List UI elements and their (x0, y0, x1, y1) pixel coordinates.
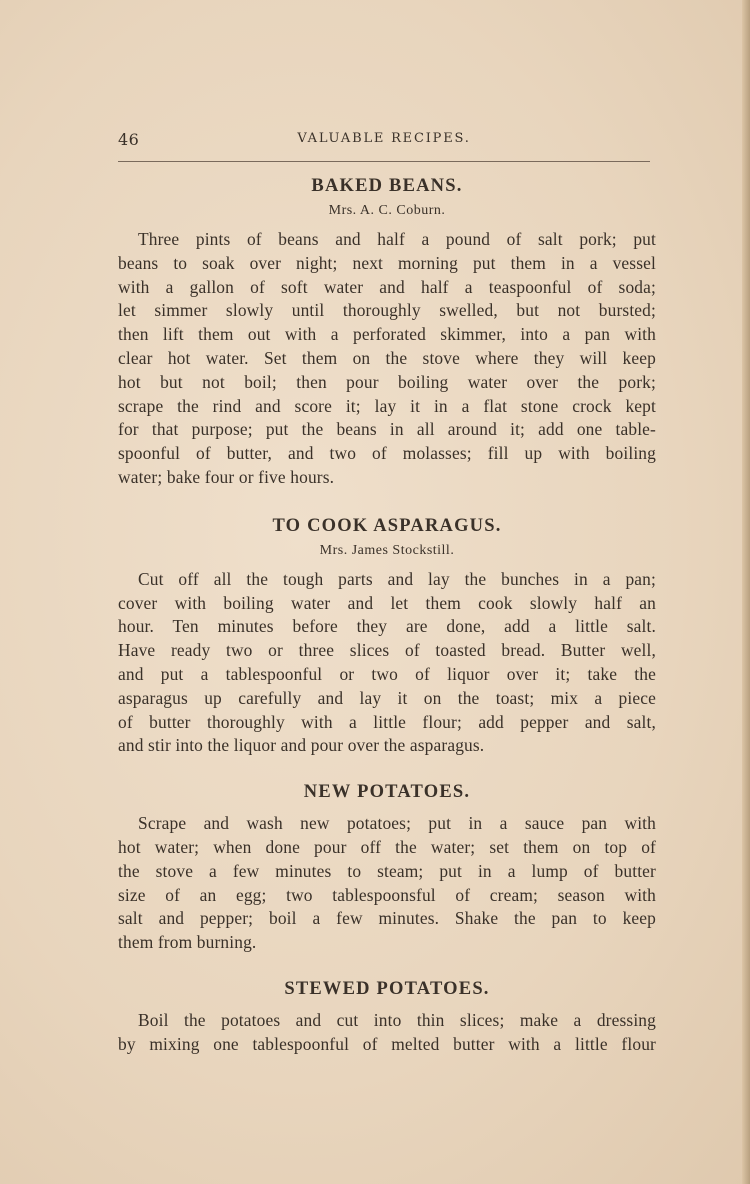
text-line: for that purpose; put the beans in all around it; add one table- (118, 419, 656, 440)
recipe-title: TO COOK ASPARAGUS. (272, 515, 502, 536)
header-rule (118, 161, 650, 162)
text-line: the stove a few minutes to steam; put in a lump of butter (118, 860, 656, 881)
recipe-body (118, 1009, 656, 1057)
page-header (118, 126, 650, 152)
text-line: hot water; when done pour off the water; set them on top of (118, 836, 656, 857)
recipe-title: STEWED POTATOES. (284, 978, 490, 999)
text-line: and stir into the liquor and pour over the asparagus. (118, 735, 485, 756)
text-line: hour. Ten minutes before they are done, add a little salt. (118, 616, 656, 637)
running-title: VALUABLE RECIPES. (297, 131, 471, 146)
text-line: Cut off all the tough parts and lay the bunches in a pan; (138, 568, 656, 589)
page-content (118, 172, 656, 1057)
text-line: Boil the potatoes and cut into thin slices; make a dressing (138, 1009, 656, 1030)
recipe-title: NEW POTATOES. (303, 782, 471, 803)
text-line: scrape the rind and score it; lay it in a flat stone crock kept (118, 395, 656, 416)
recipe-asparagus (118, 512, 656, 758)
text-line: size of an egg; two tablespoonsful of cream; season with (118, 884, 656, 905)
text-line: asparagus up carefully and lay it on the toast; mix a piece (118, 687, 656, 708)
text-line: let simmer slowly until thoroughly swelled, but not bursted; (118, 300, 656, 321)
text-line: beans to soak over night; next morning put them in a vessel (118, 252, 656, 273)
recipe-body (118, 228, 656, 490)
recipe-author: Mrs. A. C. Coburn. (328, 203, 446, 218)
text-line: cover with boiling water and let them cook slowly half an (118, 592, 656, 613)
text-line: Three pints of beans and half a pound of salt pork; put (138, 229, 656, 249)
text-line: Have ready two or three slices of toasted bread. Butter well, (118, 640, 656, 661)
text-line: spoonful of butter, and two of molasses; fill up with boiling (118, 443, 656, 464)
recipe-new-potatoes (118, 778, 656, 955)
page-edge (742, 0, 750, 1184)
text-line: by mixing one tablespoonful of melted butter with a little flour (118, 1033, 656, 1054)
recipe-baked-beans (118, 172, 656, 490)
recipe-title: BAKED BEANS. (311, 176, 463, 196)
recipe-body (118, 812, 656, 955)
text-line: of butter thoroughly with a little flour; add pepper and salt, (118, 711, 656, 732)
text-line: and put a tablespoonful or two of liquor over it; take the (118, 663, 656, 684)
page-number: 46 (118, 130, 140, 149)
text-line: water; bake four or five hours. (118, 466, 335, 487)
recipe-body (118, 568, 656, 758)
text-line: salt and pepper; boil a few minutes. Shake the pan to keep (118, 908, 656, 929)
text-line: Scrape and wash new potatoes; put in a sauce pan with (138, 813, 656, 834)
text-line: them from burning. (118, 932, 257, 953)
text-line: hot but not boil; then pour boiling water over the pork; (118, 371, 656, 392)
recipe-author: Mrs. James Stockstill. (319, 542, 455, 558)
text-line: with a gallon of soft water and half a teaspoonful of soda; (118, 276, 656, 297)
text-line: then lift them out with a perforated skimmer, into a pan with (118, 324, 656, 345)
text-line: clear hot water. Set them on the stove where they will keep (118, 347, 656, 368)
recipe-stewed-potatoes (118, 975, 656, 1057)
